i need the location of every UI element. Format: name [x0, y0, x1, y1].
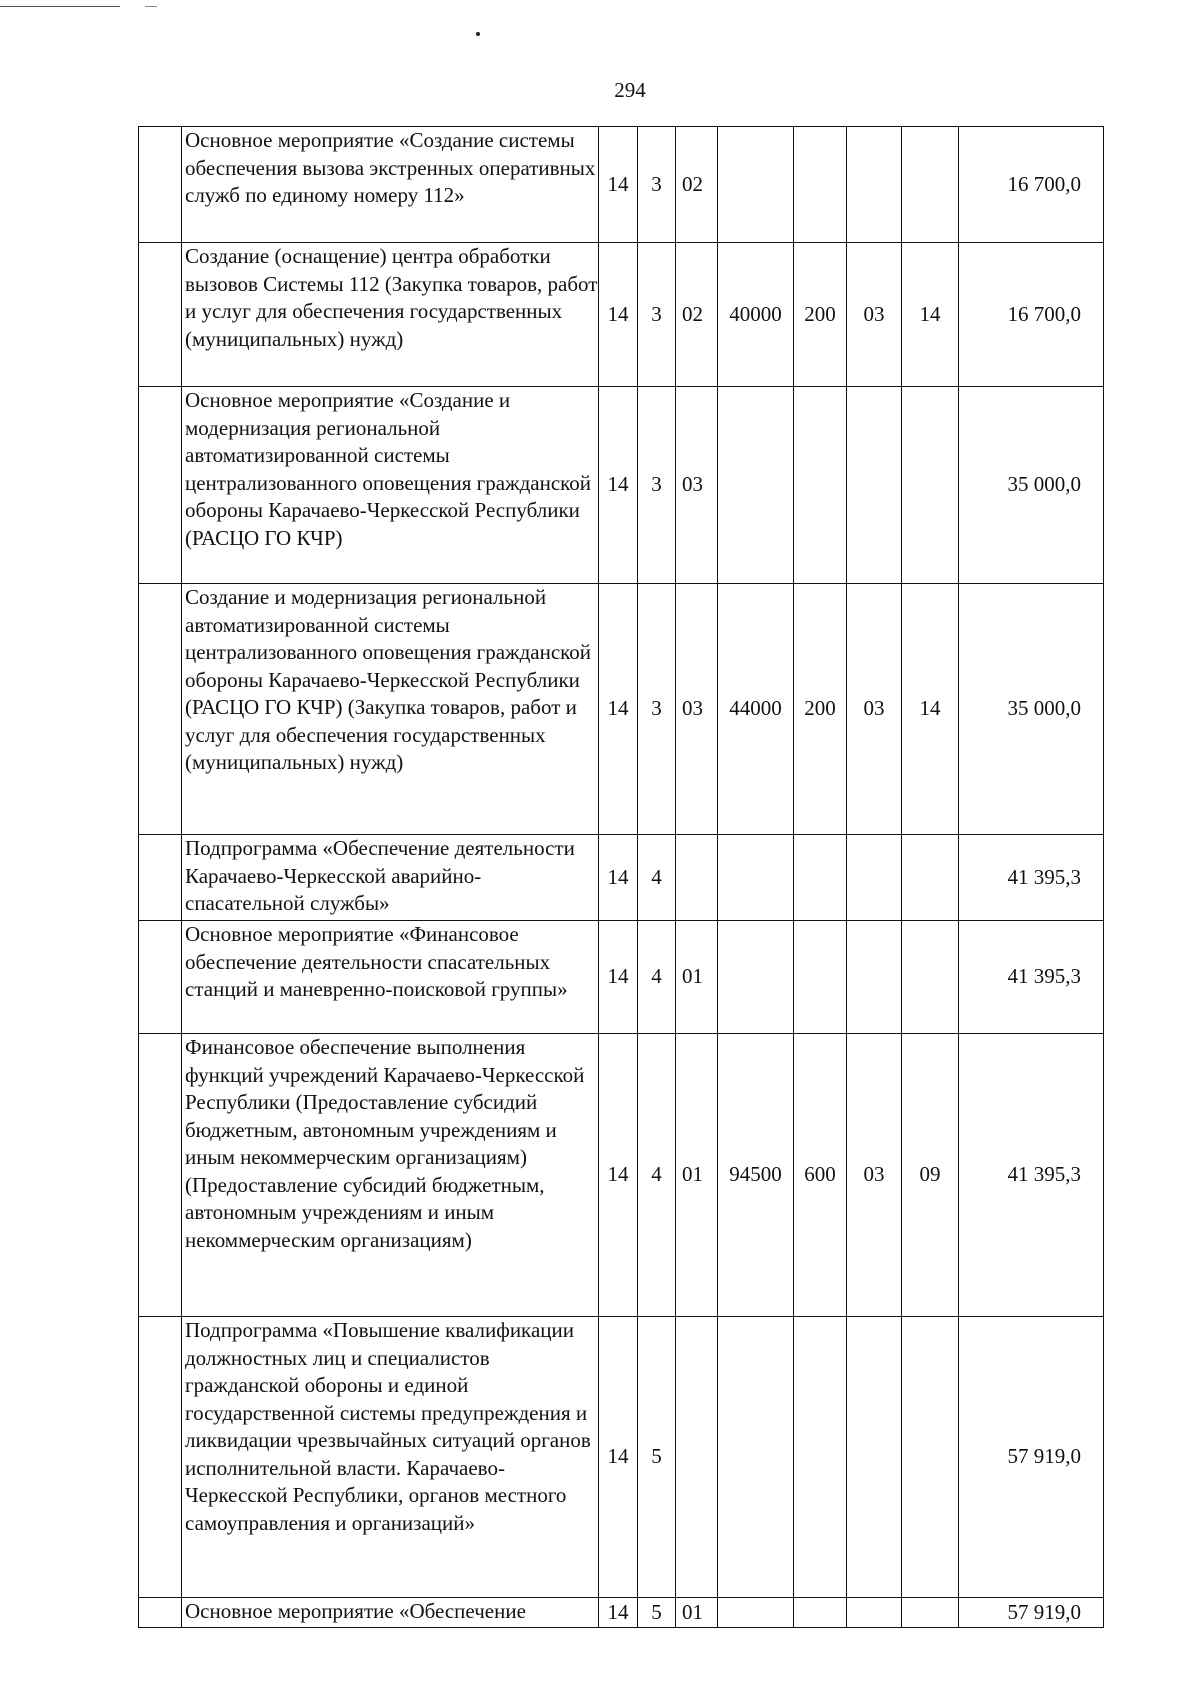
- expense-type-code: 200: [794, 243, 847, 387]
- event-code: [676, 835, 718, 921]
- scan-artifact-dot: [476, 32, 480, 36]
- amount: 16 700,0: [959, 243, 1104, 387]
- table-row: [139, 835, 1104, 921]
- event-code: 02: [676, 127, 718, 243]
- item-name: Основное мероприятие «Создание и модернизация региональной автоматизированной системы централизованного оповещения гражданской обороны Карачаево-Черкесской Республики (РАСЦО ГО КЧР): [182, 387, 599, 584]
- scan-artifact-line: [145, 6, 157, 7]
- direction-code: 40000: [718, 243, 794, 387]
- program-code: 14: [599, 584, 638, 835]
- amount: 41 395,3: [959, 1034, 1104, 1317]
- table-row: [139, 127, 1104, 243]
- table-row: [139, 921, 1104, 1034]
- direction-code: [718, 387, 794, 584]
- blank-cell: [139, 584, 182, 835]
- subprogram-code: 3: [638, 243, 676, 387]
- amount: 35 000,0: [959, 387, 1104, 584]
- subprogram-code: 5: [638, 1317, 676, 1598]
- section-code: [847, 1598, 902, 1628]
- subprogram-code: 4: [638, 1034, 676, 1317]
- direction-code: [718, 921, 794, 1034]
- event-code: 01: [676, 921, 718, 1034]
- subsection-code: 14: [902, 243, 959, 387]
- subprogram-code: 3: [638, 387, 676, 584]
- subsection-code: [902, 1598, 959, 1628]
- item-name: Основное мероприятие «Финансовое обеспечение деятельности спасательных станций и маневренно-поисковой группы»: [182, 921, 599, 1034]
- blank-cell: [139, 835, 182, 921]
- table-row: [139, 243, 1104, 387]
- event-code: 02: [676, 243, 718, 387]
- section-code: [847, 1317, 902, 1598]
- expense-type-code: [794, 127, 847, 243]
- expense-type-code: 600: [794, 1034, 847, 1317]
- program-code: 14: [599, 835, 638, 921]
- item-name: Подпрограмма «Повышение квалификации должностных лиц и специалистов гражданской обороны и единой государственной системы предупреждения и ликвидации чрезвычайных ситуаций органов исполнительной власти. Карачаево-Черкесской Республики, органов местного самоуправления и организаций»: [182, 1317, 599, 1598]
- subprogram-code: 5: [638, 1598, 676, 1628]
- table-row: [139, 1598, 1104, 1628]
- subprogram-code: 3: [638, 127, 676, 243]
- subprogram-code: 3: [638, 584, 676, 835]
- budget-table: [138, 126, 1104, 1628]
- section-code: [847, 387, 902, 584]
- blank-cell: [139, 921, 182, 1034]
- expense-type-code: [794, 835, 847, 921]
- direction-code: 94500: [718, 1034, 794, 1317]
- blank-cell: [139, 387, 182, 584]
- program-code: 14: [599, 387, 638, 584]
- table-row: [139, 1317, 1104, 1598]
- table-row: [139, 584, 1104, 835]
- section-code: [847, 127, 902, 243]
- subsection-code: [902, 387, 959, 584]
- section-code: 03: [847, 1034, 902, 1317]
- expense-type-code: [794, 387, 847, 584]
- subsection-code: 09: [902, 1034, 959, 1317]
- amount: 41 395,3: [959, 921, 1104, 1034]
- table-row: [139, 387, 1104, 584]
- amount: 41 395,3: [959, 835, 1104, 921]
- event-code: 01: [676, 1034, 718, 1317]
- page-number: 294: [614, 78, 646, 102]
- section-code: [847, 921, 902, 1034]
- item-name: Создание (оснащение) центра обработки вызовов Системы 112 (Закупка товаров, работ и услуг для обеспечения государственных (муниципальных) нужд): [182, 243, 599, 387]
- direction-code: [718, 835, 794, 921]
- blank-cell: [139, 127, 182, 243]
- expense-type-code: [794, 1317, 847, 1598]
- expense-type-code: 200: [794, 584, 847, 835]
- subprogram-code: 4: [638, 921, 676, 1034]
- program-code: 14: [599, 1317, 638, 1598]
- item-name: Финансовое обеспечение выполнения функций учреждений Карачаево-Черкесской Республики (Предоставление субсидий бюджетным, автономным учреждениям и иным некоммерческим организациям) (Предоставление субсидий бюджетным, автономным учреждениям и иным некоммерческим организациям): [182, 1034, 599, 1317]
- amount: 16 700,0: [959, 127, 1104, 243]
- subsection-code: 14: [902, 584, 959, 835]
- blank-cell: [139, 1034, 182, 1317]
- direction-code: 44000: [718, 584, 794, 835]
- event-code: [676, 1317, 718, 1598]
- program-code: 14: [599, 1034, 638, 1317]
- program-code: 14: [599, 1598, 638, 1628]
- program-code: 14: [599, 921, 638, 1034]
- subsection-code: [902, 1317, 959, 1598]
- amount: 57 919,0: [959, 1598, 1104, 1628]
- event-code: 03: [676, 584, 718, 835]
- event-code: 01: [676, 1598, 718, 1628]
- scan-artifact-line: [0, 6, 120, 7]
- direction-code: [718, 1317, 794, 1598]
- section-code: 03: [847, 584, 902, 835]
- subprogram-code: 4: [638, 835, 676, 921]
- expense-type-code: [794, 1598, 847, 1628]
- expense-type-code: [794, 921, 847, 1034]
- subsection-code: [902, 921, 959, 1034]
- section-code: 03: [847, 243, 902, 387]
- table-row: [139, 1034, 1104, 1317]
- item-name: Основное мероприятие «Обеспечение: [182, 1598, 599, 1628]
- section-code: [847, 835, 902, 921]
- amount: 35 000,0: [959, 584, 1104, 835]
- program-code: 14: [599, 243, 638, 387]
- program-code: 14: [599, 127, 638, 243]
- subsection-code: [902, 127, 959, 243]
- item-name: Создание и модернизация региональной автоматизированной системы централизованного оповещения гражданской обороны Карачаево-Черкесской Республики (РАСЦО ГО КЧР) (Закупка товаров, работ и услуг для обеспечения государственных (муниципальных) нужд): [182, 584, 599, 835]
- event-code: 03: [676, 387, 718, 584]
- blank-cell: [139, 1317, 182, 1598]
- blank-cell: [139, 1598, 182, 1628]
- direction-code: [718, 127, 794, 243]
- subsection-code: [902, 835, 959, 921]
- blank-cell: [139, 243, 182, 387]
- amount: 57 919,0: [959, 1317, 1104, 1598]
- direction-code: [718, 1598, 794, 1628]
- item-name: Подпрограмма «Обеспечение деятельности Карачаево-Черкесской аварийно-спасательной службы»: [182, 835, 599, 921]
- item-name: Основное мероприятие «Создание системы обеспечения вызова экстренных оперативных служб по единому номеру 112»: [182, 127, 599, 243]
